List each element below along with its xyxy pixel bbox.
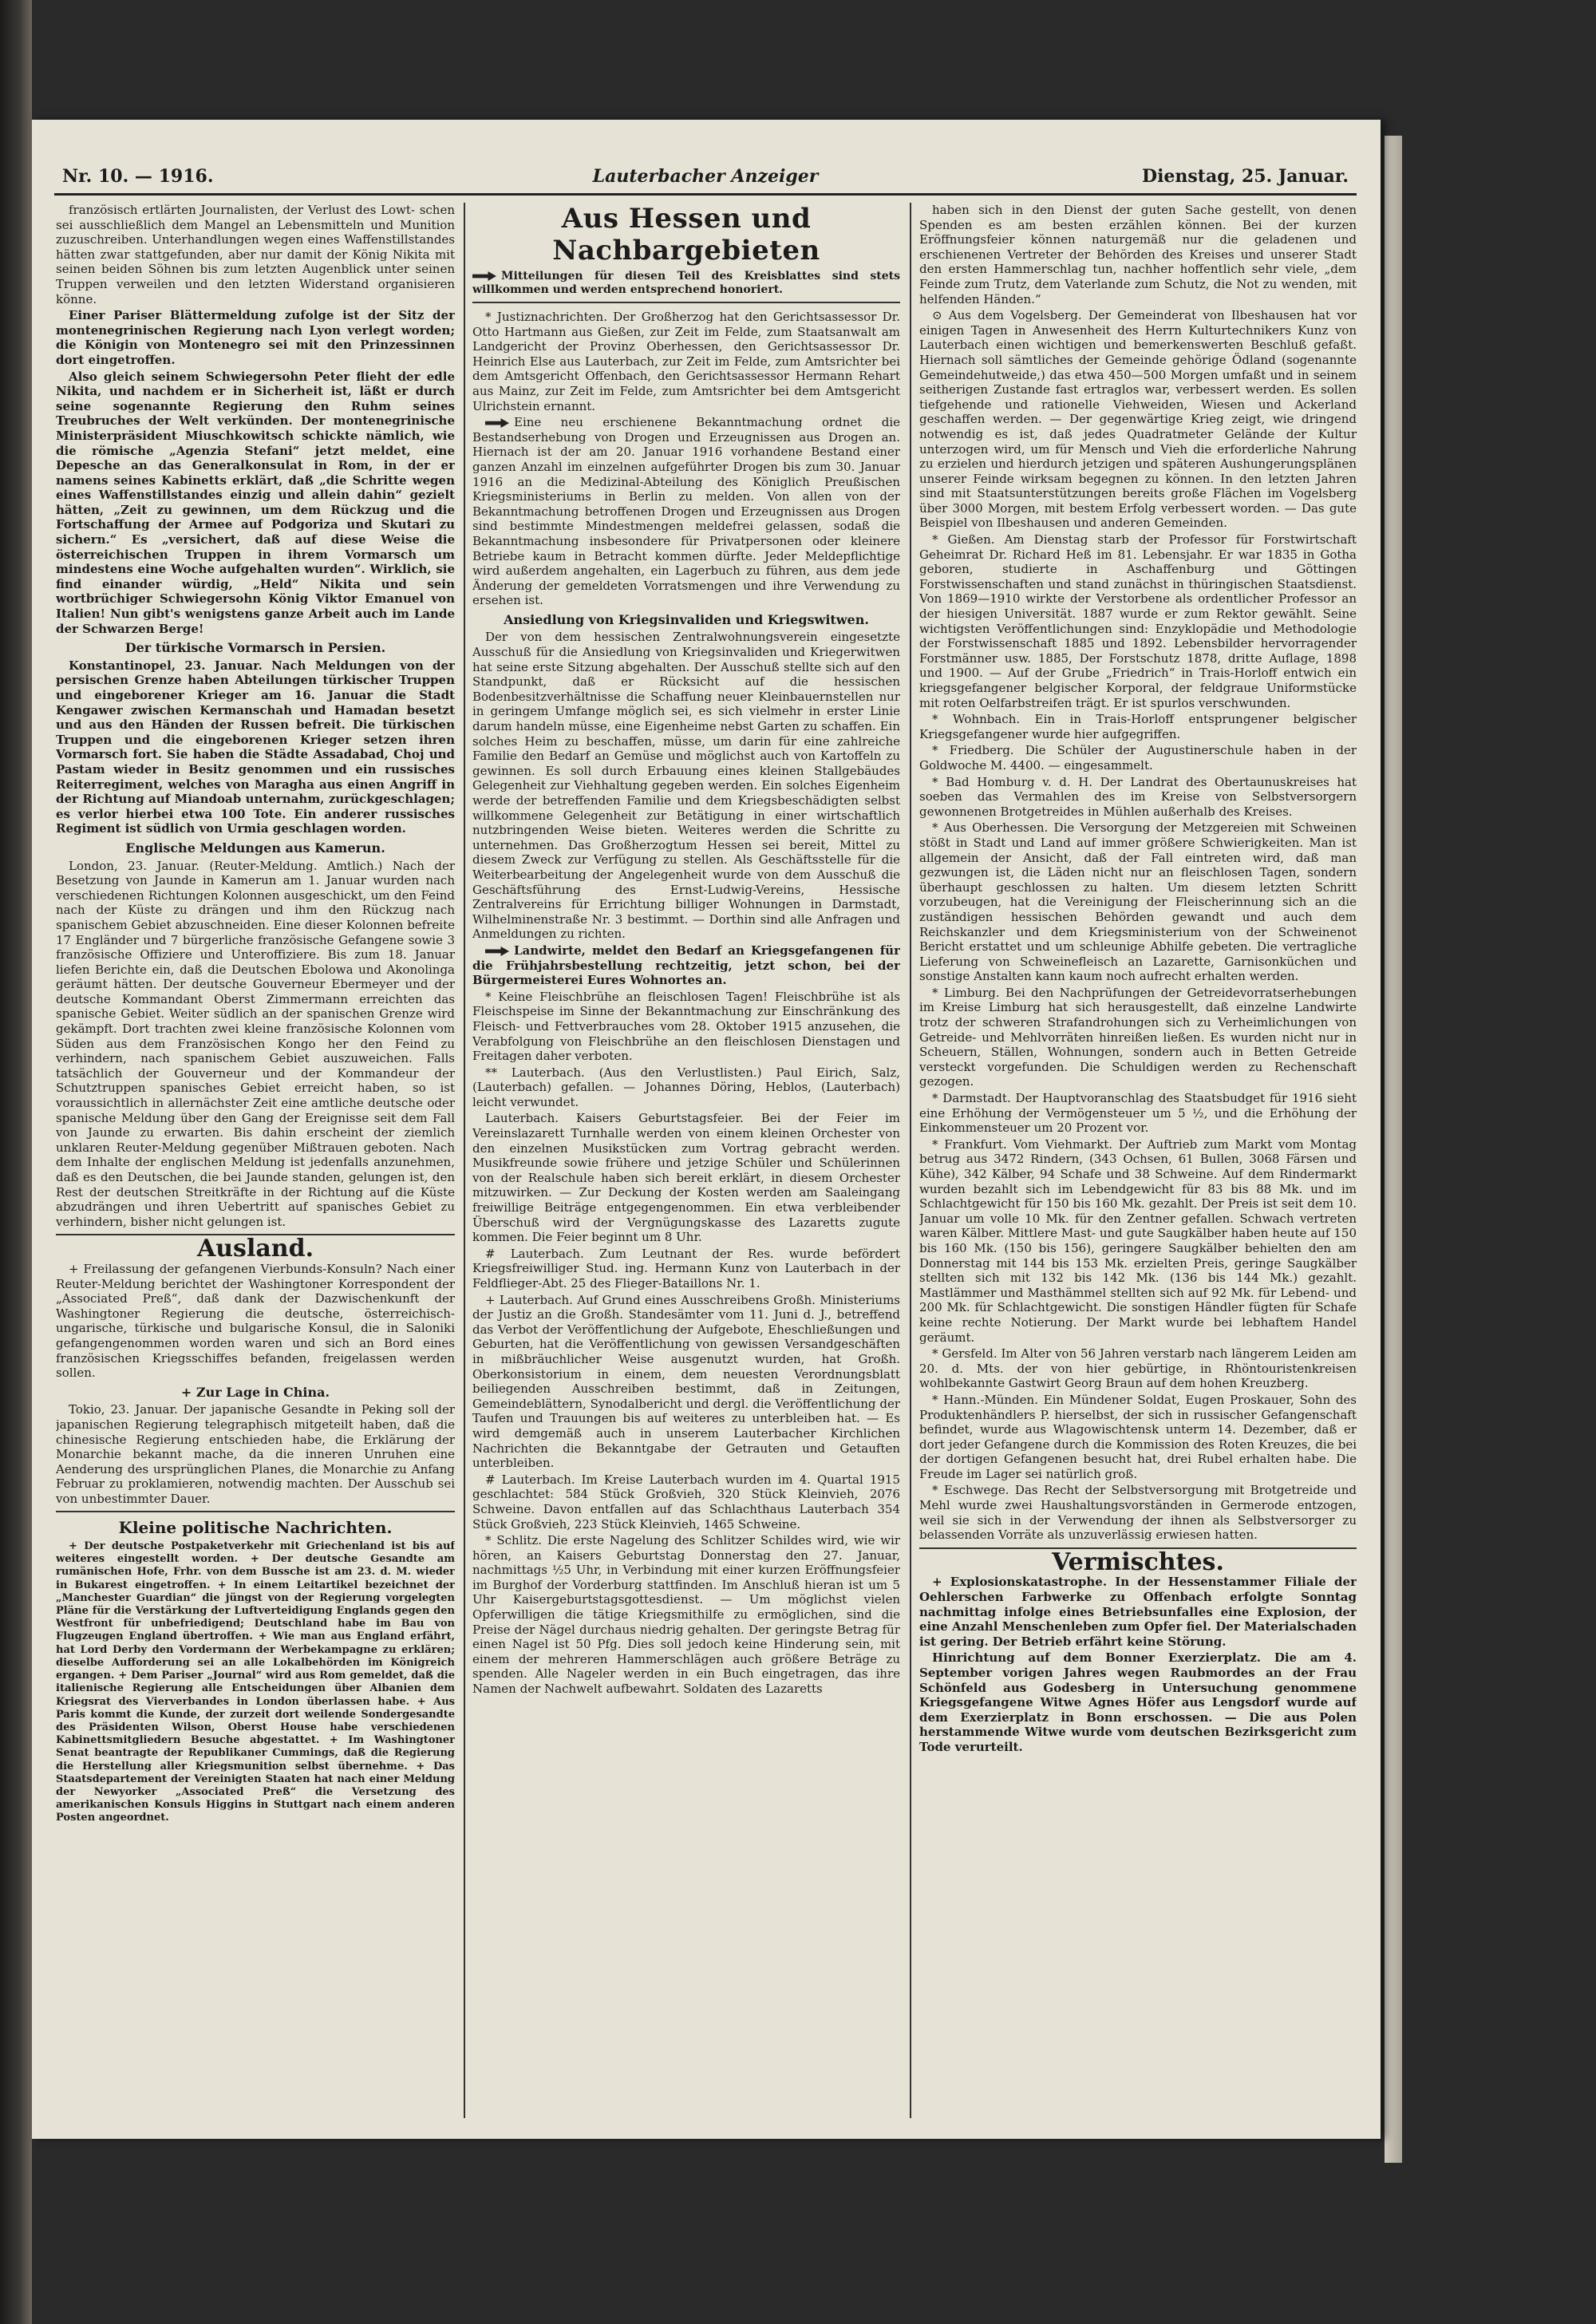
article-paragraph: * Bad Homburg v. d. H. Der Landrat des Obertaunuskreises hat soeben das Vermahlen des im Kreise von Selbstversorgern gewonnenen Brotgetreides in Mühlen außerhalb des Kreises. (919, 774, 1357, 819)
article-paragraph: * Hann.-Münden. Ein Mündener Soldat, Eugen Proskauer, Sohn des Produktenhändlers P. hierselbst, der sich in russischer Gefangenschaft befindet, wurde aus Wlagowischtensk unterm 14. Dezember, daß er dort jeder Gefangene durch die Kommission des Roten Kreuzes, die bei der dortigen Gefangenen besucht hat, drei Rubel erhalten habe. Die Freude im Lager sei natürlich groß. (919, 1392, 1357, 1481)
headline-persien: Der türkische Vormarsch in Persien. (124, 640, 386, 656)
article-paragraph: Lauterbach. Kaisers Geburtstagsfeier. Bei der Feier im Vereinslazarett Turnhalle werden von einem kleinen Orchester von den einzelnen Musikstücken zum Vortrag gebracht werden. Musikfreunde sowie frühere und jetzige Schüler und Schülerinnen von der Realschule haben sich bereit erklärt, in diesem Orchester mitzuwirken. — Zur Deckung der Kosten werden am Saaleingang freiwillige Beiträge entgegengenommen. Ein etwa verbleibender Überschuß wird der Vergnügungskasse des Lazaretts zugute kommen. Die Feier beginnt um 8 Uhr. (472, 1111, 900, 1245)
headline-ansiedlung: Ansiedlung von Kriegsinvaliden und Kriegswitwen. (504, 611, 869, 627)
article-paragraph: * Justiznachrichten. Der Großherzog hat den Gerichtsassessor Dr. Otto Hartmann aus Gießen, zur Zeit im Felde, zum Staatsanwalt am Landgericht der Provinz Oberhessen, den Gerichtsassessor Dr. Heinrich Else aus Lauterbach, zur Zeit im Felde, zum Amtsrichter bei dem Amtsgericht Offenbach, den Gerichtsassessor Hermann Rehart aus Mainz, zur Zeit im Felde, zum Amtsrichter bei dem Amtsgericht Ulrichstein ernannt. (472, 310, 900, 413)
article-paragraph: Hinrichtung auf dem Bonner Exerzierplatz. Die am 4. September vorigen Jahres wegen Raubmordes an der Frau Schönfeld aus Godesberg in Untersuchung genommene Kriegsgefangene Witwe Agnes Höfer aus Lengsdorf wurde auf dem Exerzierplatz in Bonn erschossen. — Die aus Polen herstammende Witwe wurde vom deutschen Bezirksgericht zum Tode verurteilt. (919, 1650, 1357, 1754)
section-ausland: Ausland. (196, 1235, 314, 1263)
article-paragraph: ** Lauterbach. (Aus den Verlustlisten.) Paul Eirich, Salz, (Lauterbach) gefallen. — Johannes Döring, Heblos, (Lauterbach) leicht verwundet. (472, 1065, 900, 1109)
newspaper-page (32, 120, 1381, 2139)
column-1 (56, 203, 455, 2126)
article-paragraph: + Explosionskatastrophe. In der Hessenstammer Filiale der Oehlerschen Farbwerke zu Offenbach erfolgte Sonntag nachmittag infolge eines Betriebsunfalles eine Explosion, der eine Anzahl Menschenleben zum Opfer fiel. Der Materialschaden ist gering. Der Betrieb erfährt keine Störung. (919, 1575, 1357, 1649)
article-paragraph: London, 23. Januar. (Reuter-Meldung. Amtlich.) Nach der Besetzung von Jaunde in Kamerun am 1. Januar wurden nach verschiedenen Richtungen Kolonnen ausgeschickt, um den Feind nach der Küste zu drängen und ihm den Rückzug nach spanischem Gebiet abzuschneiden. Eine dieser Kolonnen befreite 17 Engländer und 7 bürgerliche französische Gefangene sowie 3 französische Offiziere und Unteroffiziere. Bis zum 18. Januar liefen Berichte ein, daß die Deutschen Ebolowa und Akonolinga geräumt hätten. Der deutsche Gouverneur Ebermeyer und der deutsche Kommandant Oberst Zimmermann erreichten das spanische Gebiet. Weiter südlich an der spanischen Grenze wird gekämpft. Dort trachten zwei kleine französische Kolonnen vom Süden aus dem Französischen Kongo her den Feind zu verhindern, nach spanischem Gebiet auszuweichen. Falls tatsächlich der Gouverneur und der Kommandeur der Schutztruppen spanisches Gebiet erreicht haben, so ist voraussichtlich in allernächster Zeit eine amtliche deutsche oder spanische Meldung über den Gang der Ereignisse seit dem Fall von Jaunde zu erwarten. Bis dahin erscheint der ziemlich unklaren Reuter-Meldung gegenüber Mißtrauen geboten. Nach dem Inhalte der englischen Meldung ist jedenfalls anzunehmen, daß es den Deutschen, die bei Jaunde standen, gelungen ist, den Rest der deutschen Streitkräfte in der Richtung auf die Küste abzudrängen und ihren Uebertritt auf spanisches Gebiet zu verhindern, bisher nicht gelungen ist. (56, 858, 455, 1229)
article-paragraph: * Gersfeld. Im Alter von 56 Jahren verstarb nach längerem Leiden am 20. d. Mts. der von hier gebürtige, in Rhöntouristenkreisen wohlbekannte Gastwirt Georg Braun auf dem hohen Kreuzberg. (919, 1346, 1357, 1391)
background-right (1402, 0, 1596, 2324)
article-paragraph: # Lauterbach. Im Kreise Lauterbach wurden im 4. Quartal 1915 geschlachtet: 584 Stück Großvieh, 320 Stück Kleinvieh, 2076 Schweine. Davon entfallen auf das Schlachthaus Lauterbach 354 Stück Großvieh, 223 Stück Kleinvieh, 1465 Schweine. (472, 1472, 900, 1532)
article-paragraph: ⊙ Aus dem Vogelsberg. Der Gemeinderat von Ilbeshausen hat vor einigen Tagen in Anwesenheit des Herrn Kulturtechnikers Kunz von Lauterbach einen wichtigen und bemerkenswerten Beschluß gefaßt. Hiernach soll sämtliches der Gemeinde gehörige Ödland (sogenannte Gemeindehutweide,) das etwa 450—500 Morgen umfaßt und in seinem seitherigen Zustande fast ertraglos war, verbessert werden. Es sollen tiefgehende und rationelle Viehweiden, Wiesen und Ackerland geschaffen werden. — Der gegenwärtige Krieg zeigt, wie dringend notwendig es ist, daß jedes Quadratmeter Gelände der Kultur unterzogen wird, um für Mensch und Vieh die erforderliche Nahrung zu erzielen und hierdurch jetzigen und späteren Aushungerungsplänen unserer Feinde wirksam begegnen zu können. In den letzten Jahren sind mit Staatsunterstützungen bereits große Flächen im Vogelsberg über 3000 Morgen, mit bestem Erfolg verbessert worden. — Das gute Beispiel von Ilbeshausen und anderen Gemeinden. (919, 308, 1357, 531)
column-rule (464, 203, 465, 2118)
article-paragraph: Landwirte, meldet den Bedarf an Kriegsgefangenen für die Frühjahrsbestellung rechtzeitig, jetzt schon, bei der Bürgermeisterei Eures Wohnortes an. (472, 943, 900, 988)
article-paragraph: Konstantinopel, 23. Januar. Nach Meldungen von der persischen Grenze haben Abteilungen türkischer Truppen und eingeborener Krieger am 16. Januar die Stadt Kengawer zwischen Kermanschah und Hamadan besetzt und aus den Händen der Russen befreit. Die türkischen Truppen und die eingeborenen Krieger setzen ihren Vormarsch fort. Sie haben die Städte Assadabad, Choj und Pastam wieder in Besitz genommen und ein russisches Reiterregiment, welches von Maragha aus einen Angriff in der Richtung auf Miandoab unternahm, zurückgeschlagen; es verlor hierbei etwa 100 Tote. Ein anderer russisches Regiment ist südlich von Urmia geschlagen worden. (56, 658, 455, 836)
article-paragraph: * Keine Fleischbrühe an fleischlosen Tagen! Fleischbrühe ist als Fleischspeise im Sinne der Bekanntmachung zur Einschränkung des Fleisch- und Fettverbrauches vom 28. Oktober 1915 anzusehen, die Verabfolgung von Fleischbrühe an den fleischlosen Dienstagen und Freitagen daher verboten. (472, 989, 900, 1064)
column-2 (472, 203, 900, 2126)
pointing-hand-icon (472, 271, 496, 281)
article-paragraph: * Wohnbach. Ein in Trais-Horloff entsprungener belgischer Kriegsgefangener wurde hier aufgegriffen. (919, 712, 1357, 741)
newspaper-title: Lauterbacher Anzeiger (592, 166, 819, 187)
divider (56, 1511, 455, 1512)
article-paragraph: * Aus Oberhessen. Die Versorgung der Metzgereien mit Schweinen stößt in Stadt und Land auf immer größere Schwierigkeiten. Man ist allgemein der Ansicht, daß der Fall eintreten wird, daß man gezwungen ist, die Läden nicht nur an fleischlosen Tagen, sondern überhaupt geschlossen zu halten. Um diesem letzten Schritt vorzubeugen, hat die Vereinigung der Fleischerinnung sich an die zuständigen hessischen Behörden gewandt und auch dem Reichskanzler und dem Kriegsministerium von der Schweinenot Bericht erstattet und um schleunige Abhilfe gebeten. Die vertragliche Lieferung von Schweinefleisch an Lazarette, Garnisonküchen und sonstige Anstalten kann kaum noch aufrecht erhalten werden. (919, 820, 1357, 984)
article-paragraph: Also gleich seinem Schwiegersohn Peter flieht der edle Nikita, und nachdem er in Sicherheit ist, läßt er durch seine sogenannte Regierung den Ruhm seines Treubruches der Welt verkünden. Der montenegrinische Ministerpräsident Miuschkowitsch schickte nämlich, wie die römische „Agenzia Stefani“ jetzt meldet, eine Depesche an das Generalkonsulat in Rom, in der er namens seines Kabinetts erklärt, daß „die Schritte wegen eines Waffenstillstandes einzig und allein dahin“ gezielt hätten, „Zeit zu gewinnen, um dem Rückzug und die Fortschaffung der Armee auf Podgoriza und Skutari zu sichern.“ Es „versichert, daß auf diese Weise die österreichischen Truppen in ihrem Vormarsch um mindestens eine Woche aufgehalten wurden“. Wirklich, sie find einander würdig, „Held“ Nikita und sein wortbrüchiger Schwiegersohn König Viktor Emanuel von Italien! Nun gibt's wenigstens ganze Arbeit auch im Lande der Schwarzen Berge! (56, 369, 455, 636)
article-paragraph: * Schlitz. Die erste Nagelung des Schlitzer Schildes wird, wie wir hören, an Kaisers Geburtstag Donnerstag den 27. Januar, nachmittags ½5 Uhr, in Verbindung mit einer kurzen Eröffnungsfeier im Burghof der Vorderburg stattfinden. Im Anschluß hieran ist um 5 Uhr Kaisergeburtstagsgottesdienst. — Um möglichst vielen Opferwilligen die tätige Kriegsmithilfe zu ermöglichen, sind die Preise der Nägel durchaus niedrig gehalten. Der geringste Betrag für einen Nagel ist 50 Pfg. Dies soll jedoch keine Hinderung sein, mit einem der mehreren Hammerschlägen auch größere Beträge zu spenden. Alle Nageler werden in ein Buch eingetragen, das ihre Namen der Nachwelt aufbewahrt. Soldaten des Lazaretts (472, 1533, 900, 1697)
article-paragraph: * Frankfurt. Vom Viehmarkt. Der Auftrieb zum Markt vom Montag betrug aus 3472 Rindern, (343 Ochsen, 61 Bullen, 3068 Färsen und Kühe), 342 Kälber, 94 Schafe und 38 Schweine. Auf dem Rindermarkt wurden bezahlt sich im Lebendgewicht für 83 bis 88 Mk. und im Schlachtgewicht für 150 bis 160 Mk. gezahlt. Der Preis ist seit dem 10. Januar um volle 10 Mk. für den Zentner gefallen. Schwach vertreten waren Kälber. Mittlere Mast- und gute Saugkälber haben heute auf 150 bis 160 Mk. (150 bis 156), geringere Saugkälber behielten den am Donnerstag mit 144 bis 153 Mk. erzielten Preis, geringe Saugkälber stellten sich mit 132 bis 142 Mk. (136 bis 144 Mk.) gezahlt. Mastlämmer und Masthämmel stellten sich auf 92 Mk. für Lebend- und 200 Mk. für Schlachtgewicht. Die sonstigen Händler fügten für Schafe keine rechte Notierung. Der Markt wurde bei lebhaftem Handel geräumt. (919, 1136, 1357, 1345)
page-edge (1385, 136, 1402, 2163)
headline-kleine-nachrichten: Kleine politische Nachrichten. (118, 1518, 393, 1538)
pointing-hand-icon (485, 418, 509, 428)
article-paragraph: Einer Pariser Blättermeldung zufolge ist der Sitz der montenegrinischen Regierung nach Lyon verlegt worden; die Königin von Montenegro sei mit den Prinzessinnen dort eingetroffen. (56, 308, 455, 367)
article-paragraph: französisch ertlärten Journalisten, der Verlust des Lowt- schen sei ausschließlich dem Mangel an Lebensmitteln und Munition zuzuschreiben. Unterhandlungen wegen eines Waffenstillstandes hätten zwar stattgefunden, aber nur damit der König Nikita mit seinen beiden Söhnen bis zum letzten Augenblick unter seinen Truppen verweilen und den letzten Widerstand organisieren könne. (56, 203, 455, 306)
article-paragraph: * Limburg. Bei den Nachprüfungen der Getreidevorratserhebungen im Kreise Limburg hat sich herausgestellt, daß einzelne Landwirte trotz der schweren Strafandrohungen sich zu Verheimlichungen von Getreide- und Mehlvorräten hinreißen ließen. Es wurden nicht nur in Scheuern, Ställen, Wohnungen, sondern auch in Betten Getreide versteckt vorgefunden. Die Schuldigen werden zu Rechenschaft gezogen. (919, 985, 1357, 1089)
headline-kamerun: Englische Meldungen aus Kamerun. (125, 840, 385, 856)
article-paragraph: * Darmstadt. Der Hauptvoranschlag des Staatsbudget für 1916 sieht eine Erhöhung der Vermögensteuer um 5 ½, und die Erhöhung der Einkommensteuer um 20 Prozent vor. (919, 1091, 1357, 1136)
page-header (54, 161, 1357, 196)
article-paragraph: * Gießen. Am Dienstag starb der Professor für Forstwirtschaft Geheimrat Dr. Richard Heß im 81. Lebensjahr. Er war 1835 in Gotha geboren, studierte in Aschaffenburg und Göttingen Forstwissenschaften und stand zunächst in thüringischen Staatsdienst. Von 1869—1910 wirkte der Verstorbene als ordentlicher Professor an der hiesigen Universität. 1887 wurde er zum Rektor gewählt. Seine wichtigsten Veröffentlichungen sind: Enzyklopädie und Methodologie der Forstwissenschaft 1885 und 1892. Lebensbilder hervorragender Forstmänner usw. 1885, Der Forstschutz 1878, dritte Auflage, 1898 und 1900. — Auf der Grube „Friedrich“ in Trais-Horloff entwich ein kriegsgefangener belgischer Korporal, der feldgraue Uniformstücke mit roten Oelfarbstreifen trägt. Er ist spurlos verschwunden. (919, 532, 1357, 710)
article-paragraph: Eine neu erschienene Bekanntmachung ordnet die Bestandserhebung von Drogen und Erzeugnissen aus Drogen an. Hiernach ist der am 20. Januar 1916 vorhandene Bestand einer ganzen Anzahl im einzelnen aufgeführter Drogen bis zum 30. Januar 1916 an die Medizinal-Abteilung des Königlich Preußischen Kriegsministeriums in Berlin zu melden. Von allen von der Bekanntmachung betroffenen Drogen und Erzeugnissen aus Drogen sind bestimmte Mindestmengen meldefrei gelassen, sodaß die Bekanntmachung insbesondere für Privatpersonen oder kleinere Betriebe kaum in Betracht kommen dürfte. Jeder Meldepflichtige wird außerdem angehalten, ein Lagerbuch zu führen, aus dem jede Änderung der gemeldeten Vorratsmengen und ihre Verwendung zu ersehen ist. (472, 415, 900, 608)
article-paragraph: Der von dem hessischen Zentralwohnungsverein eingesetzte Ausschuß für die Ansiedlung von Kriegsinvaliden und Kriegerwitwen hat seine erste Sitzung abgehalten. Der Ausschuß stellte sich auf den Standpunkt, daß er Rücksicht auf die hessischen Bodenbesitzverhältnisse die Schaffung neuer Kleinbauernstellen nur in geringem Umfange möglich sei, es sich vielmehr in erster Linie darum handeln müsse, eine Eigenheime nebst Garten zu schaffen. Ein solches Heim zu beschaffen, müsse, um darin für eine zahlreiche Familie den Bedarf an Gemüse und möglichst auch von Kartoffeln zu gewinnen. Es soll durch Erbauung eines kleinen Stallgebäudes Gelegenheit zur Viehhaltung gegeben werden. Ein solches Eigenheim werde der betreffenden Familie und dem Kriegsbeschädigten selbst willkommene Gelegenheit zur Betätigung in einer wirtschaftlich nutzbringenden Weise bieten. Weiteres werden die Schritte zu unternehmen. Das Großherzogtum Hessen sei bereit, Mittel zu diesem Zweck zur Verfügung zu stellen. Als Geschäftsstelle für die Weiterbearbeitung der Angelegenheit wurde von dem Ausschuß die Geschäftsführung des Ernst-Ludwig-Vereins, Hessische Zentralvereins für Errichtung billiger Wohnungen in Darmstadt, Wilhelminenstraße Nr. 3 bestimmt. — Dorthin sind alle Anfragen und Anmeldungen zu richten. (472, 630, 900, 942)
section-hessen: Aus Hessen und Nachbargebieten (552, 203, 820, 267)
article-paragraph: haben sich in den Dienst der guten Sache gestellt, von denen Spenden es am besten erzählen können. Bei der kurzen Eröffnungsfeier können naturgemäß nur die geladenen und erschienenen Vertreter der Behörden des Kreises und unserer Stadt den ersten Hammerschlag tun, nachher hoffentlich sehr viele, „dem Feinde zum Trutz, dem Vaterlande zum Schutz, die Not zu wenden, mit helfenden Händen.“ (919, 203, 1357, 306)
article-paragraph: Tokio, 23. Januar. Der japanische Gesandte in Peking soll der japanischen Regierung telegraphisch mitgeteilt haben, daß die chinesische Regierung entschieden habe, die Erklärung der Monarchie bekannt mache, da die inneren Unruhen eine Aenderung des ursprünglichen Planes, die Monarchie zu Anfang Februar zu proklamieren, notwendig machten. Der Ausschub sei von unbestimmter Dauer. (56, 1402, 455, 1506)
article-paragraph: # Lauterbach. Zum Leutnant der Res. wurde befördert Kriegsfreiwilliger Stud. ing. Hermann Kunz von Lauterbach in der Feldflieger-Abt. 25 des Flieger-Bataillons Nr. 1. (472, 1246, 900, 1290)
article-paragraph: * Friedberg. Die Schüler der Augustinerschule haben in der Goldwoche M. 4400. — eingesammelt. (919, 743, 1357, 773)
editorial-notice: Mitteilungen für diesen Teil des Kreisblattes sind stets willkommen und werden entsprechend honoriert. (472, 270, 900, 303)
section-vermischtes: Vermischtes. (1052, 1547, 1224, 1576)
article-paragraph: * Eschwege. Das Recht der Selbstversorgung mit Brotgetreide und Mehl wurde zwei Haushaltungsvorständen in Germerode entzogen, weil sie sich in der Verwendung der ihnen als Selbstversorger zu belassenden Vorräte als unzuverlässig erwiesen hatten. (919, 1483, 1357, 1543)
article-paragraph: + Lauterbach. Auf Grund eines Ausschreibens Großh. Ministeriums der Justiz an die Großh. Standesämter vom 11. Juni d. J., betreffend das Verbot der Veröffentlichung der Aufgebote, Eheschließungen und Geburten, hat die Veröffentlichung von gewissen Versandgeschäften in mißbräuchlicher Weise ausgenutzt wurden, hat Großh. Oberkonsistorium in einem, dem neuesten Verordnungsblatt beiliegenden Ausschreiben bestimmt, daß in Zeitungen, Gemeindeblättern, Synodalbericht und dergl. die Veröffentlichung der Taufen und Trauungen bis auf weiteres zu unterbleiben hat. — Es wird demgemäß auch in unserem Lauterbacher Kirchlichen Nachrichten die Bekanntgabe der Getrauten und Getauften unterbleiben. (472, 1292, 900, 1471)
column-3 (919, 203, 1357, 2126)
headline-china: + Zur Lage in China. (180, 1384, 330, 1400)
news-briefs: + Der deutsche Postpaketverkehr mit Griechenland ist bis auf weiteres eingestellt worden. + Der deutsche Gesandte am rumänischen Hofe, Frhr. von dem Bussche ist am 23. d. M. wieder in Bukarest eingetroffen. + In einem Leitartikel bezeichnet der „Manchester Guardian“ die jüngst von der Regierung vorgelegten Pläne für die Verstärkung der Luftverteidigung Englands gegen den Westfront für unbefriedigend; Deutschland habe im Bau von Flugzeugen England übertroffen. + Wie man aus England erfährt, hat Lord Derby den Vordermann der Werbekampagne zu erklären; dieselbe Aufforderung sei an alle Lokalbehörden im Königreich ergangen. + Dem Pariser „Journal“ wird aus Rom gemeldet, daß die italienische Regierung alle Entscheidungen über Albanien dem Kriegsrat des Vierverbandes in London überlassen habe. + Aus Paris kommt die Kunde, der zurzeit dort weilende Sondergesandte des Präsidenten Wilson, Oberst House habe verschiedenen Kabinettsmitgliedern Besuche abgestattet. + Im Washingtoner Senat beantragte der Republikaner Cummings, daß die Regierung die Herstellung aller Kriegsmunition selbst übernehme. + Das Staatsdepartement der Vereinigten Staaten hat nach einer Meldung der Newyorker „Associated Preß“ die Versetzung des amerikanischen Konsuls Higgins in Stuttgart nach einem anderen Posten angeordnet. (56, 1540, 455, 1824)
column-rule (910, 203, 911, 2118)
issue-number: Nr. 10. — 1916. (62, 166, 214, 187)
article-paragraph: + Freilassung der gefangenen Vierbunds-Konsuln? Nach einer Reuter-Meldung berichtet der Washingtoner Korrespondent der „Associated Preß“, daß dank der Dazwischenkunft der Washingtoner Regierung die deutsche, österreichisch-ungarische, türkische und bulgarische Konsul, die in Saloniki gefangengenommen worden waren und sich an Bord eines französischen Kriegsschiffes befanden, freigelassen werden sollen. (56, 1261, 455, 1381)
book-spine-shadow (0, 0, 32, 2324)
issue-date: Dienstag, 25. Januar. (1141, 166, 1349, 187)
pointing-hand-icon (485, 947, 509, 956)
